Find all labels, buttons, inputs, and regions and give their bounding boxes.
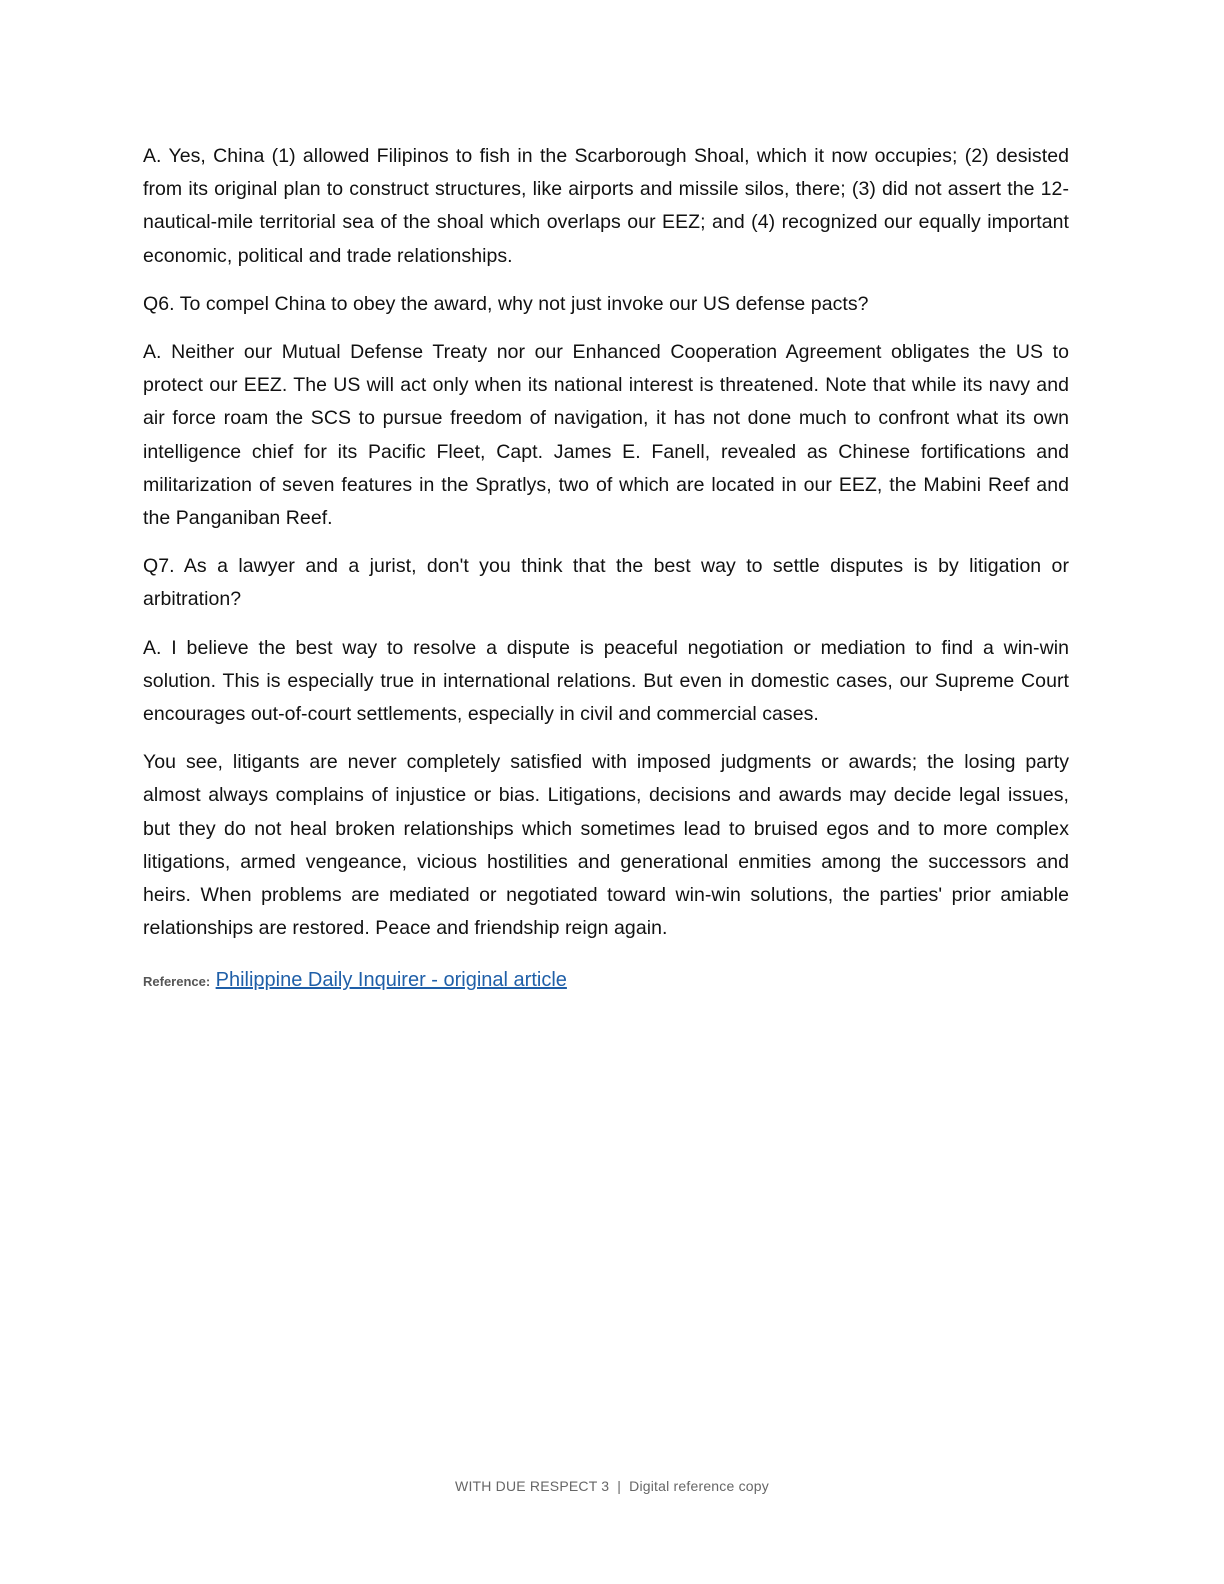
paragraph-answer-5: A. Yes, China (1) allowed Filipinos to fish in the Scarborough Shoal, which it now occupies; (2) desisted from its original plan to construct structures, like airports and missile silos, there; (3) did not assert the 12-nautical-mile territorial sea of the shoal which overlaps our EEZ; and (4) recognized our equally important economic, political and trade relationships. <box>143 145 1069 267</box>
footer-separator: | <box>617 1478 622 1494</box>
reference-line <box>143 965 1069 997</box>
document-body <box>143 140 1069 997</box>
paragraph-answer-7: A. I believe the best way to resolve a dispute is peaceful negotiation or mediation to find a win-win solution. This is especially true in international relations. But even in domestic cases, our Supreme Court encourages out-of-court settlements, especially in civil and commercial cases. <box>143 636 1069 726</box>
footer-running-title: WITH DUE RESPECT 3 <box>455 1478 610 1494</box>
paragraph-question-7: Q7. As a lawyer and a jurist, don't you think that the best way to settle disputes is by litigation or arbitration? <box>143 555 1069 611</box>
reference-label: Reference: <box>143 974 211 990</box>
footer-copy-note: Digital reference copy <box>629 1478 769 1494</box>
paragraph-question-6: Q6. To compel China to obey the award, why not just invoke our US defense pacts? <box>143 292 869 315</box>
reference-link[interactable]: Philippine Daily Inquirer - original article <box>215 969 567 992</box>
paragraph-answer-7-continued: You see, litigants are never completely satisfied with imposed judgments or awards; the losing party almost always complains of injustice or bias. Litigations, decisions and awards may decide legal issues, but they do not heal broken relationships which sometimes lead to bruised egos and to more complex litigations, armed vengeance, vicious hostilities and generational enmities among the successors and heirs. When problems are mediated or negotiated toward win-win solutions, the parties' prior amiable relationships are restored. Peace and friendship reign again. <box>143 751 1069 940</box>
paragraph-answer-6: A. Neither our Mutual Defense Treaty nor our Enhanced Cooperation Agreement obligates the US to protect our EEZ. The US will act only when its national interest is threatened. Note that while its navy and air force roam the SCS to pursue freedom of navigation, it has not done much to confront what its own intelligence chief for its Pacific Fleet, Capt. James E. Fanell, revealed as Chinese fortifications and militarization of seven features in the Spratlys, two of which are located in our EEZ, the Mabini Reef and the Panganiban Reef. <box>143 341 1069 530</box>
page-footer <box>0 1478 1224 1494</box>
